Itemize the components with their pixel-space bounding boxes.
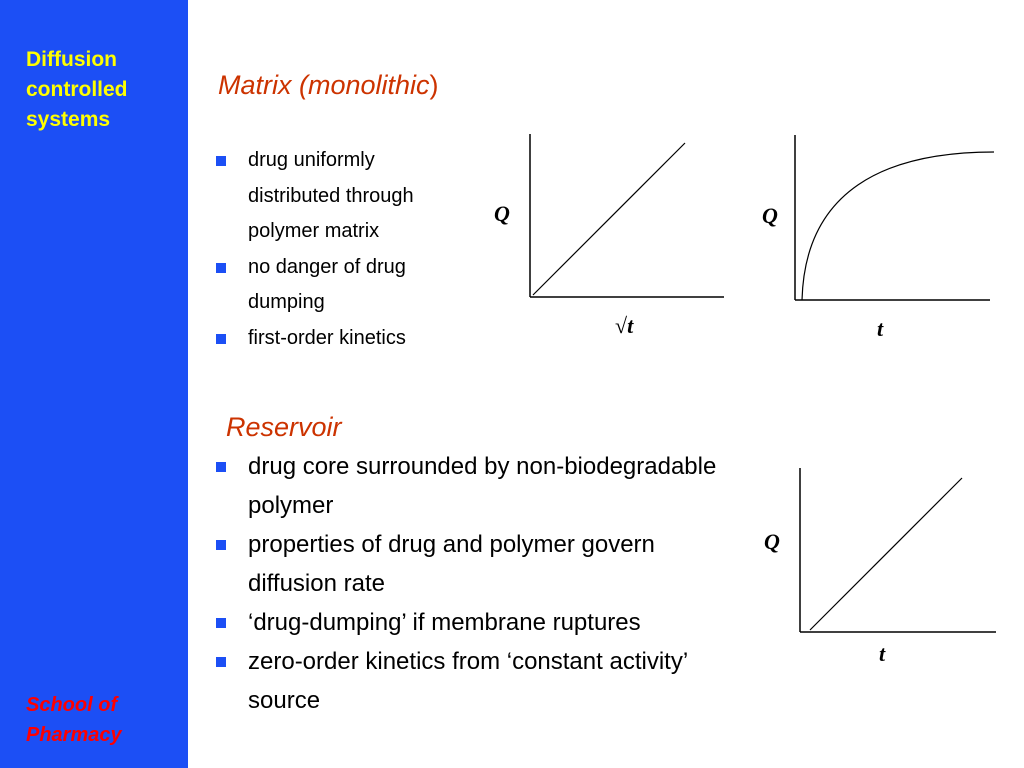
bullet-text: drug core surrounded by non-biodegradable polymer: [248, 453, 717, 519]
bullet-text: properties of drug and polymer govern diffusion rate: [248, 531, 655, 597]
bullet-text: first-order kinetics: [248, 326, 406, 349]
x-axis-label: t: [877, 316, 884, 341]
side-title-line-3: systems: [26, 108, 111, 131]
footer-line-1: School of: [26, 694, 118, 716]
matrix-heading-close: ): [429, 70, 439, 100]
side-title-line-1: Diffusion: [26, 48, 117, 71]
bullet-text: zero-order kinetics from ‘constant activity’ source: [248, 648, 688, 714]
reservoir-heading: Reservoir: [226, 412, 342, 442]
bullet-text: no danger of drug dumping: [248, 255, 406, 313]
y-axis-label: Q: [764, 529, 780, 554]
footer-line-2: Pharmacy: [26, 724, 122, 746]
y-axis-label: Q: [762, 203, 778, 228]
bullet-text: drug uniformly distributed through polymer matrix: [248, 149, 414, 242]
sqrt-symbol: √: [615, 313, 628, 338]
bullet-text: ‘drug-dumping’ if membrane ruptures: [248, 609, 641, 636]
x-axis-label: t: [879, 641, 886, 666]
y-axis-label: Q: [494, 201, 510, 226]
side-title-line-2: controlled: [26, 78, 128, 101]
matrix-heading-text: Matrix (monolithic: [218, 70, 430, 100]
series-line: [810, 478, 962, 630]
x-axis-variable: t: [627, 313, 634, 338]
